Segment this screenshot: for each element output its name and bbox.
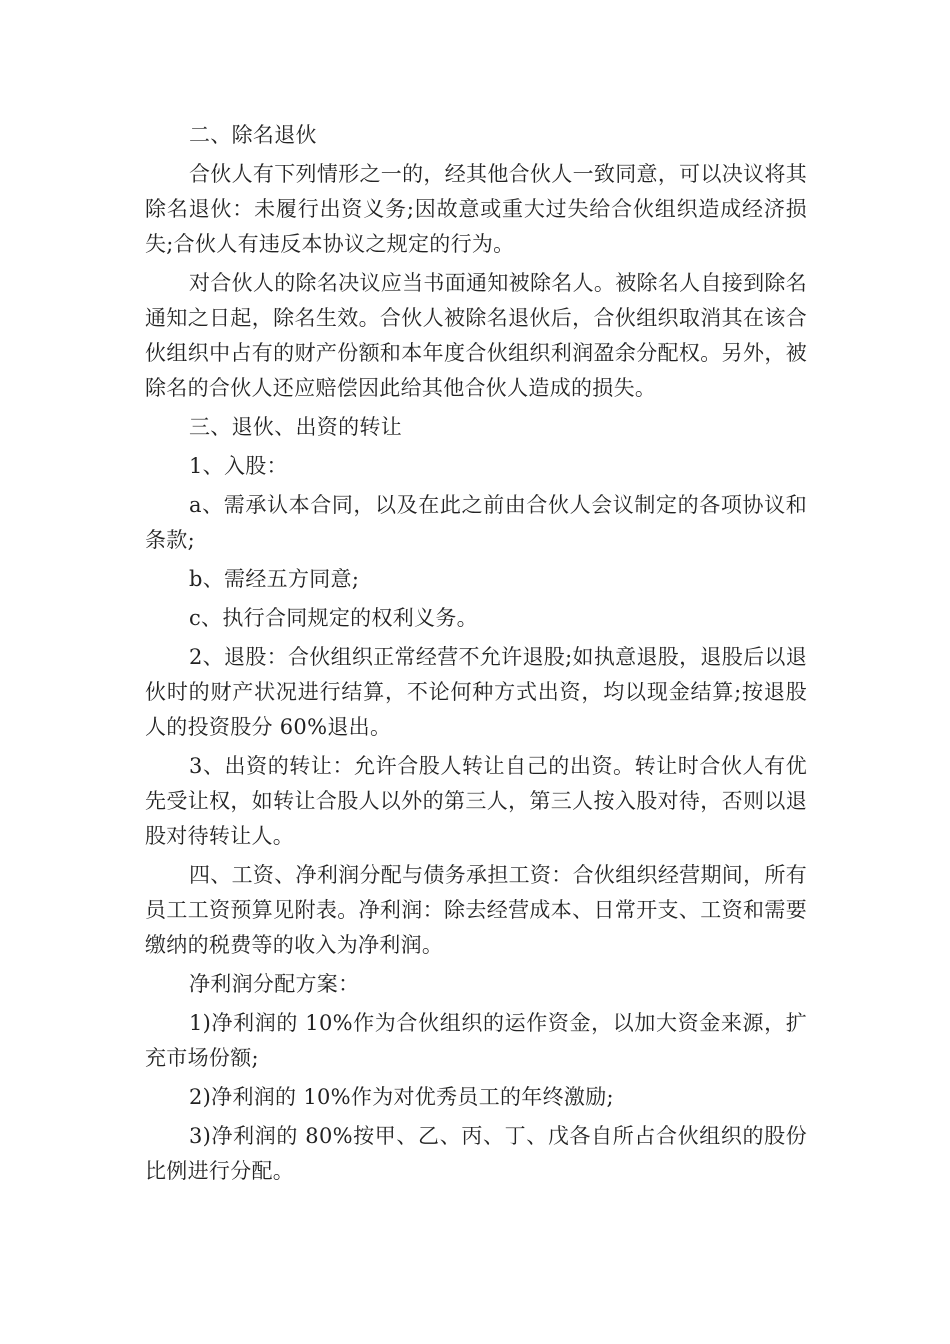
item-joining-b: b、需经五方同意; — [189, 567, 360, 591]
item-withdrawal: 2、退股：合伙组织正常经营不允许退股;如执意退股，退股后以退伙时的财产状况进行结算，不论何种方式出资，均以现金结算;按退股人的投资股分 60%退出。 — [145, 645, 807, 739]
paragraph-expulsion-notice: 对合伙人的除名决议应当书面通知被除名人。被除名人自接到除名通知之日起，除名生效。合伙人被除名退伙后，合伙组织取消其在该合伙组织中占有的财产份额和本年度合伙组织利润盈余分配权。另外，被除名的合伙人还应赔偿因此给其他合伙人造成的损失。 — [145, 271, 807, 400]
profit-plan-item-2: 2)净利润的 10%作为对优秀员工的年终激励; — [189, 1085, 614, 1109]
section-heading-wages-profit: 四、工资、净利润分配与债务承担工资：合伙组织经营期间，所有员工工资预算见附表。净利润：除去经营成本、日常开支、工资和需要缴纳的税费等的收入为净利润。 — [145, 863, 807, 957]
item-joining: 1、入股： — [189, 454, 288, 478]
section-heading-expulsion: 二、除名退伙 — [189, 123, 317, 147]
profit-plan-heading: 净利润分配方案： — [189, 972, 360, 996]
item-capital-transfer: 3、出资的转让：允许合股人转让自己的出资。转让时合伙人有优先受让权，如转让合股人以外的第三人，第三人按入股对待，否则以退股对待转让人。 — [145, 754, 807, 848]
profit-plan-item-3: 3)净利润的 80%按甲、乙、丙、丁、戊各自所占合伙组织的股份比例进行分配。 — [145, 1124, 807, 1183]
profit-plan-item-1: 1)净利润的 10%作为合伙组织的运作资金，以加大资金来源，扩充市场份额; — [145, 1011, 807, 1070]
item-joining-a: a、需承认本合同，以及在此之前由合伙人会议制定的各项协议和条款; — [145, 493, 807, 552]
item-joining-c: c、执行合同规定的权利义务。 — [189, 606, 478, 630]
paragraph-expulsion-conditions: 合伙人有下列情形之一的，经其他合伙人一致同意，可以决议将其除名退伙：未履行出资义务;因故意或重大过失给合伙组织造成经济损失;合伙人有违反本协议之规定的行为。 — [145, 162, 807, 256]
document-body — [145, 118, 807, 1193]
section-heading-withdrawal: 三、退伙、出资的转让 — [189, 415, 402, 439]
